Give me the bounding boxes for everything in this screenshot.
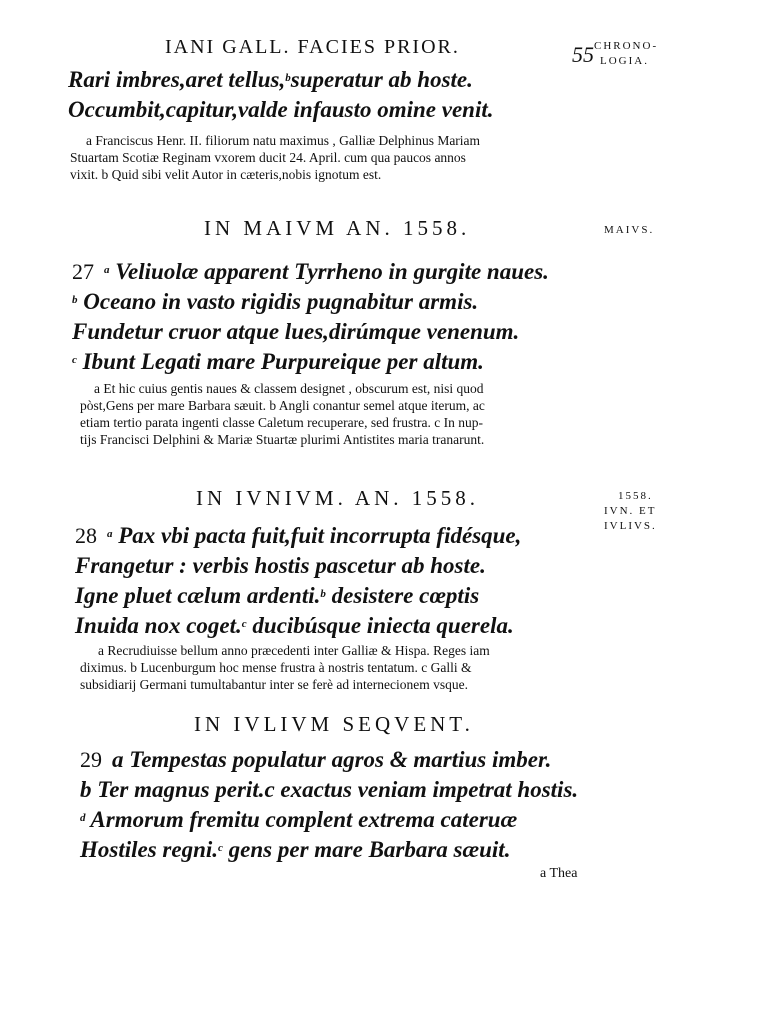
margin-note-year: 1558.: [618, 490, 653, 502]
catchword: a Thea: [540, 866, 578, 881]
margin-note-iulius: IVLIVS.: [604, 520, 657, 532]
section-heading-maius: IN MAIVM AN. 1558.: [204, 216, 471, 240]
note-line: diximus. b Lucenburgum hoc mense frustra à nostris tentatum. c Galli &: [80, 660, 472, 675]
running-title: IANI GALL. FACIES PRIOR.: [165, 36, 460, 58]
verse-text: Hostiles regni.: [80, 837, 219, 862]
verse-line: Frangetur : verbis hostis pascetur ab hoste.: [75, 553, 486, 578]
verse-number: 27: [72, 259, 94, 284]
verse-line: Fundetur cruor atque lues,dirúmque venenum.: [72, 319, 520, 344]
verse-text: Oceano in vasto rigidis pugnabitur armis.: [83, 289, 479, 314]
verse-number: 29: [80, 747, 102, 772]
note-line: subsidiarij Germani tumultabantur inter se ferè ad internecionem vsque.: [80, 677, 468, 692]
verse-text: Veliuolæ apparent Tyrrheno in gurgite naues.: [115, 259, 549, 284]
section-heading-iunius: IN IVNIVM. AN. 1558.: [196, 486, 479, 510]
section-heading-iulius: IN IVLIVM SEQVENT.: [194, 712, 474, 736]
verse-text: Rari imbres,aret tellus,: [68, 67, 286, 92]
verse-line: [75, 612, 514, 640]
note-marker: d: [80, 812, 86, 824]
note-marker: a: [107, 528, 113, 540]
verse-line: [72, 348, 484, 376]
verse-line: [68, 66, 473, 94]
verse-line: [75, 522, 521, 550]
verse-line: [72, 288, 478, 316]
verse-text: Armorum fremitu complent extrema cateruæ: [90, 807, 518, 832]
verse-text: superatur ab hoste.: [290, 67, 473, 92]
verse-line: [72, 258, 549, 286]
verse-text: gens per mare Barbara sæuit.: [228, 837, 511, 862]
note-line: Stuartam Scotiæ Reginam vxorem ducit 24. April. cum qua paucos annos: [70, 150, 466, 165]
margin-note-chronologia-2: LOGIA.: [600, 55, 649, 67]
verse-text: desistere cœptis: [331, 583, 480, 608]
verse-line: [80, 746, 551, 774]
note-marker: c: [72, 354, 77, 366]
verse-line: [80, 836, 510, 864]
verse-number: 28: [75, 523, 97, 548]
note-marker: b: [320, 588, 326, 600]
verse-text: Igne pluet cælum ardenti.: [75, 583, 321, 608]
verse-line: b Ter magnus perit.c exactus veniam impetrat hostis.: [80, 777, 579, 802]
margin-note-iun-et: IVN. ET: [604, 505, 657, 517]
note-line: tijs Francisci Delphini & Mariæ Stuartæ plurimi Antistites maria tranarunt.: [80, 432, 485, 447]
note-line: a Franciscus Henr. II. filiorum natu maximus , Galliæ Delphinus Mariam: [86, 133, 481, 148]
verse-text: ducibúsque iniecta querela.: [252, 613, 514, 638]
verse-line: [75, 582, 479, 610]
verse-text: a Tempestas populatur agros & martius imber.: [112, 747, 552, 772]
note-line: pòst,Gens per mare Barbara sæuit. b Angli conantur semel atque iterum, ac: [80, 398, 485, 413]
margin-note-chronologia-1: CHRONO-: [594, 40, 659, 52]
verse-text: Pax vbi pacta fuit,fuit incorrupta fidésque,: [118, 523, 522, 548]
margin-note-maius: MAIVS.: [604, 224, 655, 236]
note-marker: b: [72, 294, 78, 306]
note-line: etiam tertio parata ingenti classe Caletum recuperare, sed frustra. c In nup-: [80, 415, 483, 430]
verse-line: Occumbit,capitur,valde infausto omine venit.: [68, 97, 494, 122]
note-marker: c: [241, 618, 247, 630]
verse-text: Ibunt Legati mare Purpureique per altum.: [82, 349, 484, 374]
note-line: a Recrudiuisse bellum anno præcedenti inter Galliæ & Hispa. Reges iam: [98, 643, 490, 658]
note-marker: c: [218, 842, 223, 854]
page-number: 55: [572, 42, 594, 67]
note-marker: a: [104, 264, 110, 276]
verse-line: [80, 806, 517, 834]
note-marker: b: [285, 72, 291, 84]
note-line: a Et hic cuius gentis naues & classem designet , obscurum est, nisi quod: [94, 381, 484, 396]
verse-text: Inuida nox coget.: [75, 613, 242, 638]
note-line: vixit. b Quid sibi velit Autor in cæteris,nobis ignotum est.: [70, 167, 382, 182]
